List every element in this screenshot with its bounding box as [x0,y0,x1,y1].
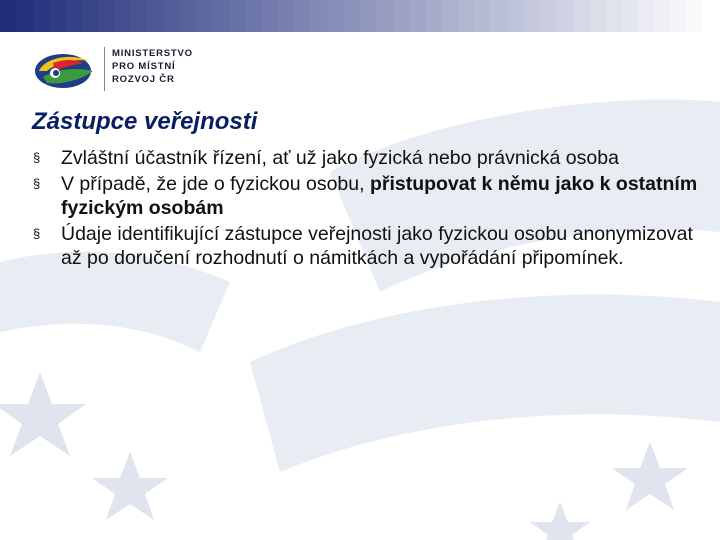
top-bar-segment [196,0,212,32]
top-bar-segment [327,0,343,32]
logo-line-1: MINISTERSTVO [112,48,193,59]
ministry-emblem-icon [33,49,97,91]
logo-text [112,47,193,86]
top-bar-segment [115,0,131,32]
top-bar-segment [164,0,180,32]
top-bar-segment [33,0,49,32]
top-bar-segment [703,0,719,32]
top-bar-segment [131,0,147,32]
watermark-star [612,442,688,510]
top-bar-segment [589,0,605,32]
top-bar-segment [638,0,654,32]
top-bar-segment [671,0,687,32]
top-bar-segment [180,0,196,32]
section-sign-bullet-icon: § [33,150,41,165]
top-bar-segment [344,0,360,32]
top-bar-segment [213,0,229,32]
top-bar-segment [376,0,392,32]
top-bar-segment [425,0,441,32]
watermark-star [0,372,86,456]
top-bar-segment [573,0,589,32]
bullet-text: Údaje identifikující zástupce veřejnosti jako fyzickou osobu anonymizovat až po doručení rozhodnutí o námitkách a vypořádání připomínek. [61,223,693,269]
watermark-star [92,452,168,520]
top-bar-segment [409,0,425,32]
top-bar-segment [491,0,507,32]
top-bar-segment [605,0,621,32]
section-sign-bullet-icon: § [33,226,41,241]
top-bar-segment [474,0,490,32]
top-bar-segment [442,0,458,32]
ministry-logo [33,45,213,95]
top-bar-segment [311,0,327,32]
top-bar-segment [294,0,310,32]
bullet-item [33,172,703,220]
section-sign-bullet-icon: § [33,176,41,191]
top-bar-segment [507,0,523,32]
top-bar-segment [82,0,98,32]
logo-divider [104,47,105,91]
top-bar-segment [556,0,572,32]
top-bar-segment [49,0,65,32]
top-bar-segment [278,0,294,32]
top-gradient-bar [0,0,720,32]
bullet-text-regular: V případě, že jde o fyzickou osobu, [61,173,370,195]
top-bar-segment [540,0,556,32]
bullet-text [61,173,697,219]
top-bar-segment [524,0,540,32]
logo-line-3: ROZVOJ ČR [112,74,175,85]
bullet-item [33,146,703,170]
bullet-item [33,222,703,270]
top-bar-segment [687,0,703,32]
top-bar-segment [98,0,114,32]
logo-line-2: PRO MÍSTNÍ [112,61,176,72]
top-bar-segment [458,0,474,32]
bullet-text-bold: přistupovat k němu jako k ostatním fyzickým osobám [61,173,698,219]
top-bar-segment [262,0,278,32]
top-bar-segment [147,0,163,32]
top-bar-segment [229,0,245,32]
bullet-text: Zvláštní účastník řízení, ať už jako fyzická nebo právnická osoba [61,147,619,169]
top-bar-segment [393,0,409,32]
top-bar-segment [16,0,32,32]
top-bar-segment [622,0,638,32]
watermark-star [530,502,590,540]
bullet-list [33,146,703,272]
slide-title: Zástupce veřejnosti [32,108,258,135]
top-bar-segment [65,0,81,32]
top-bar-segment [654,0,670,32]
top-bar-segment [245,0,261,32]
top-bar-segment [360,0,376,32]
top-bar-segment [0,0,16,32]
